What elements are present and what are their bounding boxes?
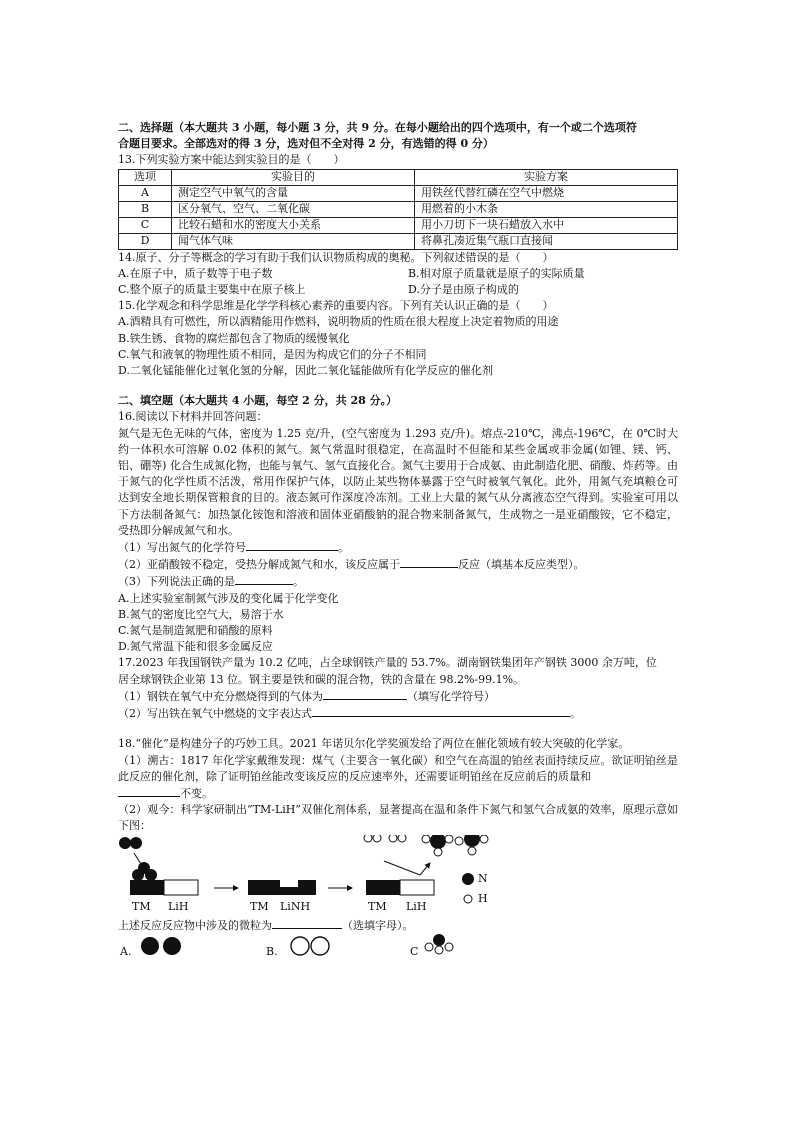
h-atom [364, 835, 372, 842]
diagram-label-lih: LiH [406, 899, 427, 913]
line-icon [384, 861, 420, 875]
legend-label-h: H [478, 891, 488, 905]
nh3-n-atom [464, 835, 480, 847]
section-heading-fill: 二、填空题（本大题共 4 小题，每空 2 分，共 28 分。） [118, 394, 398, 408]
n-atom [138, 862, 150, 874]
table-header: 选项 [119, 169, 172, 185]
answer-blank[interactable] [323, 688, 407, 700]
q13-table [118, 169, 678, 250]
q17-sub1-text: （1）钢铁在氧气中充分燃烧得到的气体为 [118, 689, 323, 703]
table-cell-plan: 用铁丝代替红磷在空气中燃烧 [415, 185, 678, 201]
diagram-label-tm: TM [132, 899, 151, 913]
q18-ask-end: （选填字母）。 [342, 918, 414, 932]
lih-block [164, 880, 198, 895]
q16-sub2 [118, 556, 678, 573]
table-cell-goal: 测定空气中氧气的含量 [172, 185, 415, 201]
table-cell-plan: 用燃着的小木条 [415, 201, 678, 217]
h-atom [373, 835, 381, 842]
table-cell-option: B [119, 201, 172, 217]
q16-sub1-end: 。 [338, 541, 349, 555]
q18-part2: （2）观今：科学家研制出“TM-LiH”双催化剂体系，显著提高在温和条件下氮气和氢气合成氨的效率，原理示意如下图： [118, 803, 678, 833]
tm-block [366, 880, 400, 895]
h-atom [455, 837, 463, 845]
table-row [119, 233, 678, 249]
legend-label-n: N [478, 871, 488, 885]
table-cell-option: A [119, 185, 172, 201]
legend-h-icon [464, 895, 472, 903]
q15-option-c: C.氧气和液氧的物理性质不相同，是因为构成它们的分子不相同 [118, 347, 427, 361]
table-row [119, 201, 678, 217]
q15-option-b: B.铁生锈、食物的腐烂都包含了物质的缓慢氧化 [118, 331, 350, 345]
q14-options-row2 [118, 282, 678, 298]
q14-option-b: B.相对原子质量就是原子的实际质量 [408, 266, 585, 280]
q17-sub2 [118, 705, 678, 722]
q14-option-d: D.分子是由原子构成的 [408, 283, 519, 297]
q18-part1-blank-line [118, 785, 678, 802]
table-header: 实验目的 [172, 169, 415, 185]
answer-blank[interactable] [246, 539, 338, 551]
q15-option-a: A.酒精具有可燃性，所以酒精能用作燃料，说明物质的性质在很大程度上决定着物质的用途 [118, 315, 559, 329]
q14-option-c: C.整个原子的质量主要集中在原子核上 [118, 283, 306, 297]
q13-stem: 13.下列实验方案中能达到实验目的是（ ） [118, 153, 345, 167]
catalyst-diagram [118, 835, 678, 917]
q16-passage: 氮气是无色无味的气体，密度为 1.25 克/升，(空气密度为 1.293 克/升)。熔点-210℃，沸点-196℃，在 0℃时大约一体积水可溶解 0.02 体积的氮气。氮气常温时很稳定，在高温时不但能和某些金属或非金属(如锂、镁、钙、铝、硼等) 化合生成氮化物，也能与氧气、氢气直接化合。氮气主要用于合成氨、由此制造化肥、硝酸、炸药等。由于氮气的化学性质不活泼，常用作保护气体，以防止某些物体暴露于空气时被氧气氧化。此外，用氮气充填粮仓可达到安全地长期保管粮食的目的。液态氮可作深度冷冻剂。工业上大量的氮气从分离液态空气得到。实验室可用以下方法制备氮气：加热氯化铵饱和溶液和固体亚硝酸钠的混合物来制备氮气，生成物之一是亚硝酸铵，它不稳定，受热即分解成氮气和水。 [118, 426, 678, 537]
linh-gap [280, 880, 298, 887]
table-cell-goal: 区分氧气、空气、二氧化碳 [172, 201, 415, 217]
table-cell-goal: 比较石蜡和水的密度大小关系 [172, 217, 415, 233]
legend-n-icon [462, 873, 474, 885]
h-atom [434, 848, 442, 856]
q16-sub2-text: （2）亚硝酸铵不稳定，受热分解成氮气和水，该反应属于 [118, 558, 400, 572]
particle-options-svg [118, 934, 678, 970]
diagram-label-tm: TM [250, 899, 269, 913]
diagram-label-linh: LiNH [280, 899, 311, 913]
h-atom [480, 835, 488, 843]
q18-ask [118, 917, 678, 934]
q14-stem: 14.原子、分子等概念的学习有助于我们认识物质构成的奥秘。下列叙述错误的是（ ） [118, 250, 554, 264]
table-cell-option: C [119, 217, 172, 233]
q18-option-c-label: C [410, 944, 419, 958]
h-atom [398, 835, 406, 842]
h-atom [389, 835, 397, 842]
answer-blank[interactable] [400, 556, 458, 568]
table-row [119, 217, 678, 233]
table-header-row [119, 169, 678, 185]
q15-option-d: D.二氧化锰能催化过氧化氢的分解，因此二氧化锰能做所有化学反应的催化剂 [118, 364, 493, 378]
q18-answer-options [118, 934, 678, 970]
option-c-h-icon [425, 943, 433, 951]
arrow-icon [420, 863, 430, 875]
q16-sub1 [118, 539, 678, 556]
q16-sub3-text: （3）下列说法正确的是 [118, 575, 235, 589]
option-c-h-icon [435, 946, 443, 954]
option-a-n2-icon [141, 937, 159, 955]
answer-blank[interactable] [118, 785, 180, 797]
q15-stem: 15.化学观念和科学思维是化学学科核心素养的重要内容。下列有关认识正确的是（ ） [118, 299, 554, 313]
q16-sub1-text: （1）写出氮气的化学符号 [118, 541, 246, 555]
n2-molecule-atom [119, 837, 131, 849]
table-cell-option: D [119, 233, 172, 249]
h-atom [468, 847, 476, 855]
table-header: 实验方案 [415, 169, 678, 185]
h-atom [422, 835, 430, 843]
q16-sub2-end: 反应（填基本反应类型）。 [458, 558, 585, 572]
option-a-n2-icon [163, 937, 181, 955]
stage2 [248, 880, 316, 895]
n2-molecule-atom [130, 837, 142, 849]
q18-option-a-label: A. [120, 944, 132, 958]
q18-intro: 18.“催化”是构建分子的巧妙工具。2021 年诺贝尔化学奖颁发给了两位在催化领域有较大突破的化学家。 [118, 737, 630, 751]
q18-part1: （1）溯古：1817 年化学家戴维发现：煤气（主要含一氧化碳）和空气在高温的铂丝表面持续反应。欲证明铂丝是此反应的催化剂，除了证明铂丝能改变该反应的反应速率外，还需要证明铂丝在反应前后的质量和 [118, 753, 678, 783]
option-b-h2-icon [291, 937, 309, 955]
lih-block [400, 880, 434, 895]
q17-sub1 [118, 688, 678, 705]
section-heading-choice: 二、选择题（本大题共 3 小题，每小题 3 分，共 9 分。在每小题给出的四个选项中，有一个或二个选项符 [118, 121, 637, 134]
stage3 [364, 835, 488, 895]
answer-blank[interactable] [272, 917, 342, 929]
h-atom [445, 835, 453, 843]
q16-option-c: C.氮气是制造氮肥和硝酸的原料 [118, 624, 273, 638]
diagram-label-lih: LiH [168, 899, 189, 913]
option-c-h-icon [445, 943, 453, 951]
q18-part1-end: 不变。 [180, 786, 213, 800]
tm-block [130, 880, 164, 895]
diagram-label-tm: TM [368, 899, 387, 913]
option-c-nh3-n-icon [433, 934, 445, 946]
q16-option-a: A.上述实验室制氮气涉及的变化属于化学变化 [118, 591, 339, 605]
table-cell-plan: 将鼻孔凑近集气瓶口直接闻 [415, 233, 678, 249]
section-heading-choice-cont: 合题目要求。全部选对的得 3 分，选对但不全对得 2 分，有选错的得 0 分） [118, 137, 494, 151]
q14-option-a: A.在原子中，质子数等于电子数 [118, 266, 273, 280]
table-cell-goal: 闻气体气味 [172, 233, 415, 249]
q16-stem: 16.阅读以下材料并回答问题： [118, 410, 268, 424]
option-b-h2-icon [311, 937, 329, 955]
table-cell-plan: 用小刀切下一块石蜡放入水中 [415, 217, 678, 233]
q16-sub3-end: 。 [293, 575, 304, 589]
q18-option-b-label: B. [266, 944, 278, 958]
q18-ask-text: 上述反应反应物中涉及的微粒为 [118, 918, 272, 932]
q14-options-row1 [118, 266, 678, 282]
q16-option-b: B.氮气的密度比空气大，易溶于水 [118, 607, 284, 621]
answer-blank[interactable] [312, 705, 570, 717]
exam-page [118, 120, 678, 970]
q16-option-d: D.氮气常温下能和很多金属反应 [118, 640, 273, 654]
q17-line2: 居全球钢铁企业第 13 位。钢主要是铁和碳的混合物，铁的含量在 98.2%-99.1%。 [118, 672, 525, 686]
q17-sub2-end: 。 [570, 707, 581, 721]
stage1 [119, 837, 198, 895]
q17-sub1-end: （填写化学符号） [407, 689, 495, 703]
q16-sub3 [118, 573, 678, 590]
answer-blank[interactable] [235, 573, 293, 585]
q17-sub2-text: （2）写出铁在氧气中燃烧的文字表达式 [118, 707, 312, 721]
q17-line1: 17.2023 年我国钢铁产量为 10.2 亿吨，占全球钢铁产量的 53.7%。湖南钢铁集团年产钢铁 3000 余万吨，位 [118, 656, 657, 670]
reaction-scheme-svg [118, 835, 678, 917]
table-row [119, 185, 678, 201]
nh3-n-atom [430, 835, 446, 849]
